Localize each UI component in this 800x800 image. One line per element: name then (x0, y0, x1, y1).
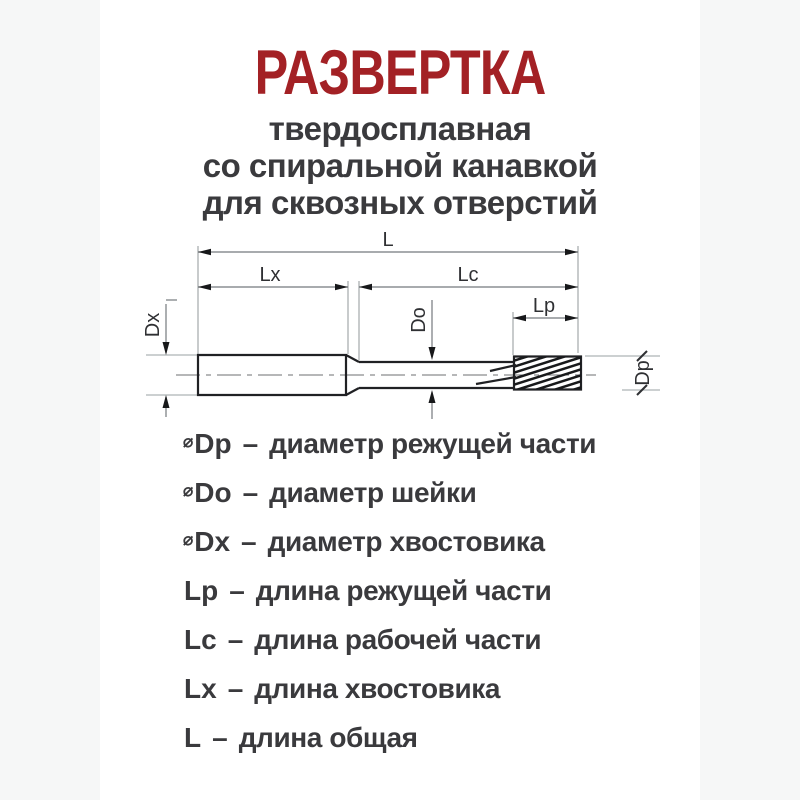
dimension-symbol: Lx (184, 672, 217, 704)
product-card (100, 0, 700, 800)
subtitle (100, 110, 700, 221)
dimension-symbol: Lp (184, 574, 219, 606)
dimension-description: длина режущей части (255, 574, 552, 606)
dimension-symbol: ⌀Dx (183, 525, 231, 557)
taper-top (346, 355, 359, 362)
label-shank-length: Lx (259, 264, 281, 286)
dimension-symbol: ⌀Do (183, 476, 232, 508)
label-overall-length: L (382, 229, 394, 251)
extension-lines (146, 246, 660, 395)
dimension-symbol: L (184, 721, 202, 753)
flute-leadin-upper (490, 365, 516, 371)
spiral-flutes (510, 338, 585, 416)
legend (183, 419, 596, 762)
label-cutting-diameter: Dp (632, 360, 654, 386)
legend-item-do (183, 468, 596, 517)
legend-item-lx (183, 664, 596, 713)
diameter-icon: ⌀ (183, 480, 194, 500)
legend-dash: – (227, 672, 244, 704)
label-working-length: Lc (457, 264, 479, 286)
taper-bottom (346, 388, 359, 395)
legend-dash: – (241, 525, 257, 557)
legend-item-lc (183, 615, 596, 664)
subtitle-line-2: со спиральной канавкой (202, 147, 598, 184)
label-neck-diameter: Do (408, 307, 430, 333)
legend-item-dp (183, 419, 596, 468)
legend-dash: – (242, 427, 259, 459)
reamer-body (198, 338, 585, 416)
subtitle-line-1: твердосплавная (268, 110, 532, 147)
diameter-icon: ⌀ (183, 431, 194, 451)
legend-dash: – (212, 721, 228, 753)
legend-item-l (183, 713, 596, 762)
dimension-symbol: Lc (184, 623, 217, 655)
flute-leadin-lower (476, 377, 516, 384)
dimension-description: диаметр шейки (269, 476, 477, 508)
diameter-icon: ⌀ (183, 529, 194, 549)
dimension-description: длина общая (238, 721, 418, 753)
dimension-description: диаметр режущей части (269, 427, 597, 459)
legend-dash: – (229, 574, 245, 606)
technical-drawing (130, 228, 690, 428)
legend-dash: – (227, 623, 244, 655)
dimension-description: диаметр хвостовика (267, 525, 545, 557)
subtitle-line-3: для сквозных отверстий (202, 184, 598, 221)
legend-dash: – (242, 476, 259, 508)
page-title: РАЗВЕРТКА (254, 38, 546, 108)
dimension-description: длина хвостовика (254, 672, 501, 704)
dimension-description: длина рабочей части (254, 623, 542, 655)
dimension-symbol: ⌀Dp (183, 427, 232, 459)
label-cutting-length: Lp (532, 295, 556, 317)
label-shank-diameter: Dx (142, 312, 164, 338)
legend-item-lp (183, 566, 596, 615)
legend-item-dx (183, 517, 596, 566)
